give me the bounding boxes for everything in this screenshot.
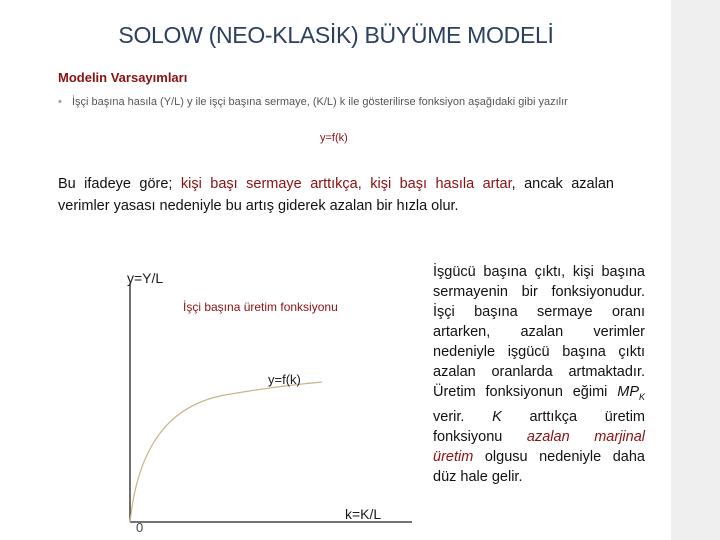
mp-symbol: MP [617, 384, 639, 400]
origin-label: 0 [136, 520, 144, 535]
para-highlight-2: kişi başı hasıla artar [370, 176, 512, 192]
para-text-3: , ancak azalan verimler yasası nedeniyle bu artış giderek azalan bir hızla olur. [58, 176, 614, 214]
right-text-2: verir. [433, 408, 493, 425]
curve-title: İşçi başına üretim fonksiyonu [183, 300, 338, 314]
right-text-1: İşgücü başına çıktı, kişi başına sermayenin bir fonksiyonudur. İşçi başına sermaye oranı artarken, azalan verimler nedeniyle işgücü başına çıktı azalan oranlarda artmaktadır. Üretim fonksiyonun eğimi [433, 264, 645, 400]
right-text-4: olgusu nedeniyle daha düz hale gelir. [433, 448, 645, 485]
mp-subscript: K [638, 391, 645, 402]
k-symbol: K [492, 408, 502, 425]
para-text-1: Bu ifadeye göre; [58, 176, 181, 192]
emphasis-text: azalan marjinal üretim [433, 428, 645, 465]
slide-title: SOLOW (NEO-KLASİK) BÜYÜME MODELİ [118, 22, 554, 48]
right-text-3: arttıkça üretim fonksiyonu [433, 408, 646, 445]
y-axis-label: y=Y/L [127, 270, 164, 286]
bullet-icon: • [58, 96, 62, 108]
curve-equation-label: y=f(k) [268, 372, 301, 387]
bullet-text: İşçi başına hasıla (Y/L) y ile işçi başına sermaye, (K/L) k ile gösterilirse fonksiyon aşağıdaki gibi yazılır [72, 96, 568, 108]
para-highlight-1: kişi başı sermaye arttıkça, [180, 176, 362, 192]
right-explanation [433, 262, 645, 487]
production-equation: y=f(k) [320, 132, 348, 144]
x-axis-label: k=K/L [345, 506, 382, 522]
section-subtitle: Modelin Varsayımları [58, 70, 188, 85]
production-curve [130, 382, 322, 522]
